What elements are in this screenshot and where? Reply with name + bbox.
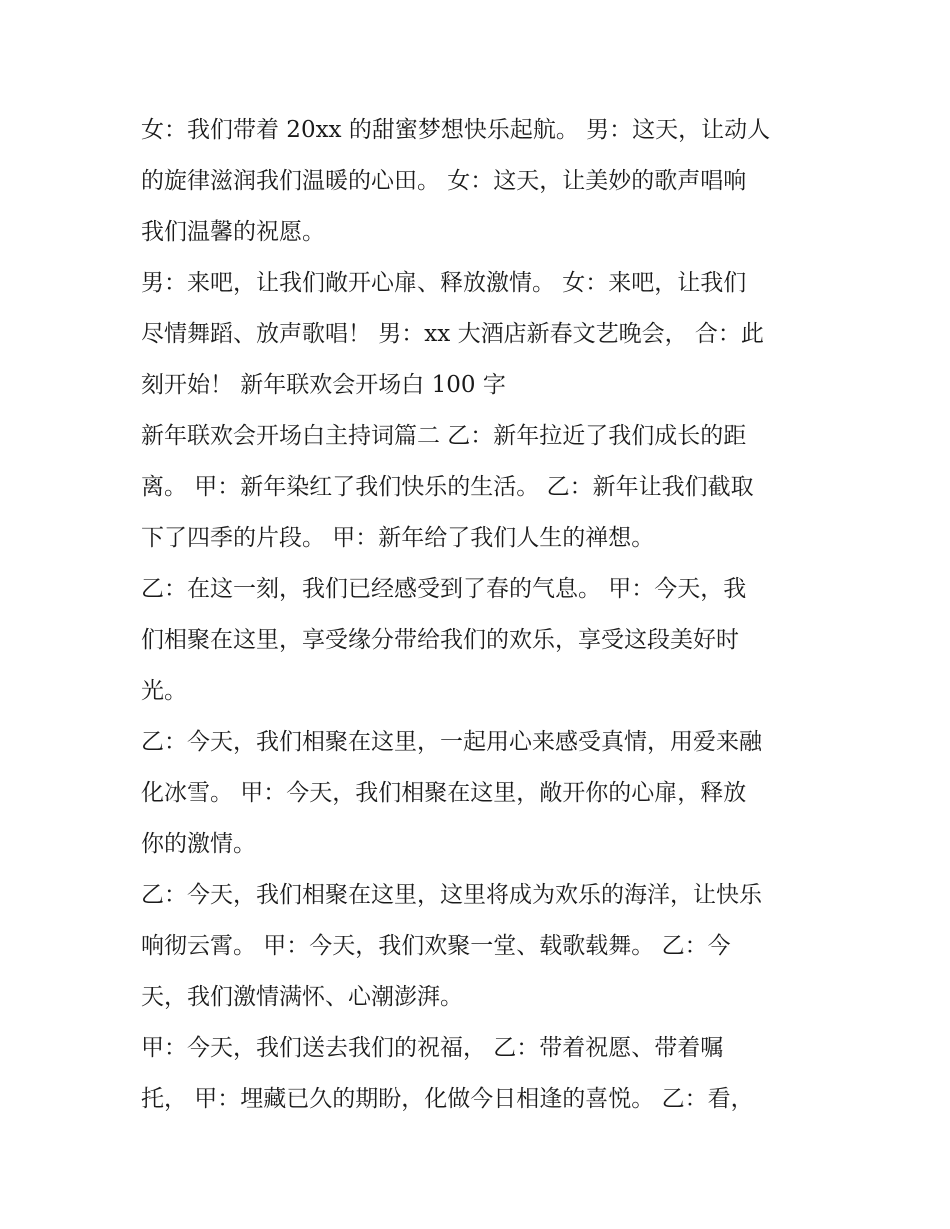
text-line: 乙：今天，我们相聚在这里，这里将成为欢乐的海洋，让快乐 [141, 882, 762, 908]
text-line: 响彻云霄。 甲：今天，我们欢聚一堂、载歌载舞。 乙：今 [141, 933, 731, 959]
text-line: 的旋律滋润我们温暖的心田。 女：这天，让美妙的歌声唱响 [141, 168, 747, 194]
text-line: 们相聚在这里，享受缘分带给我们的欢乐，享受这段美好时 [141, 627, 739, 653]
text-line: 你的激情。 [141, 831, 256, 857]
text-line: 托， 甲：埋藏已久的期盼，化做今日相逢的喜悦。 乙：看， [141, 1086, 754, 1112]
text-line: 离。 甲：新年染红了我们快乐的生活。 乙：新年让我们截取 [141, 474, 754, 500]
text-line: 光。 [141, 678, 187, 704]
text-line: 新年联欢会开场白主持词篇二 乙：新年拉近了我们成长的距 [141, 423, 747, 449]
text-line: 乙：在这一刻，我们已经感受到了春的气息。 甲：今天，我 [141, 576, 747, 602]
document-body [141, 105, 821, 1125]
text-line: 化冰雪。 甲：今天，我们相聚在这里，敞开你的心扉，释放 [141, 780, 747, 806]
text-line: 女：我们带着 20xx 的甜蜜梦想快乐起航。 男：这天，让动人 [141, 117, 771, 143]
text-line: 男：来吧，让我们敞开心扉、释放激情。 女：来吧，让我们 [141, 270, 747, 296]
text-line: 天，我们激情满怀、心潮澎湃。 [141, 984, 463, 1010]
text-line: 甲：今天，我们送去我们的祝福， 乙：带着祝愿、带着嘱 [141, 1035, 724, 1061]
text-line: 我们温馨的祝愿。 [141, 219, 325, 245]
text-line: 乙：今天，我们相聚在这里，一起用心来感受真情，用爱来融 [141, 729, 762, 755]
text-line: 下了四季的片段。 甲：新年给了我们人生的禅想。 [141, 525, 655, 551]
text-line: 刻开始！ 新年联欢会开场白 100 字 [141, 372, 506, 398]
text-line: 尽情舞蹈、放声歌唱！ 男：xx 大酒店新春文艺晚会， 合：此 [141, 321, 764, 347]
